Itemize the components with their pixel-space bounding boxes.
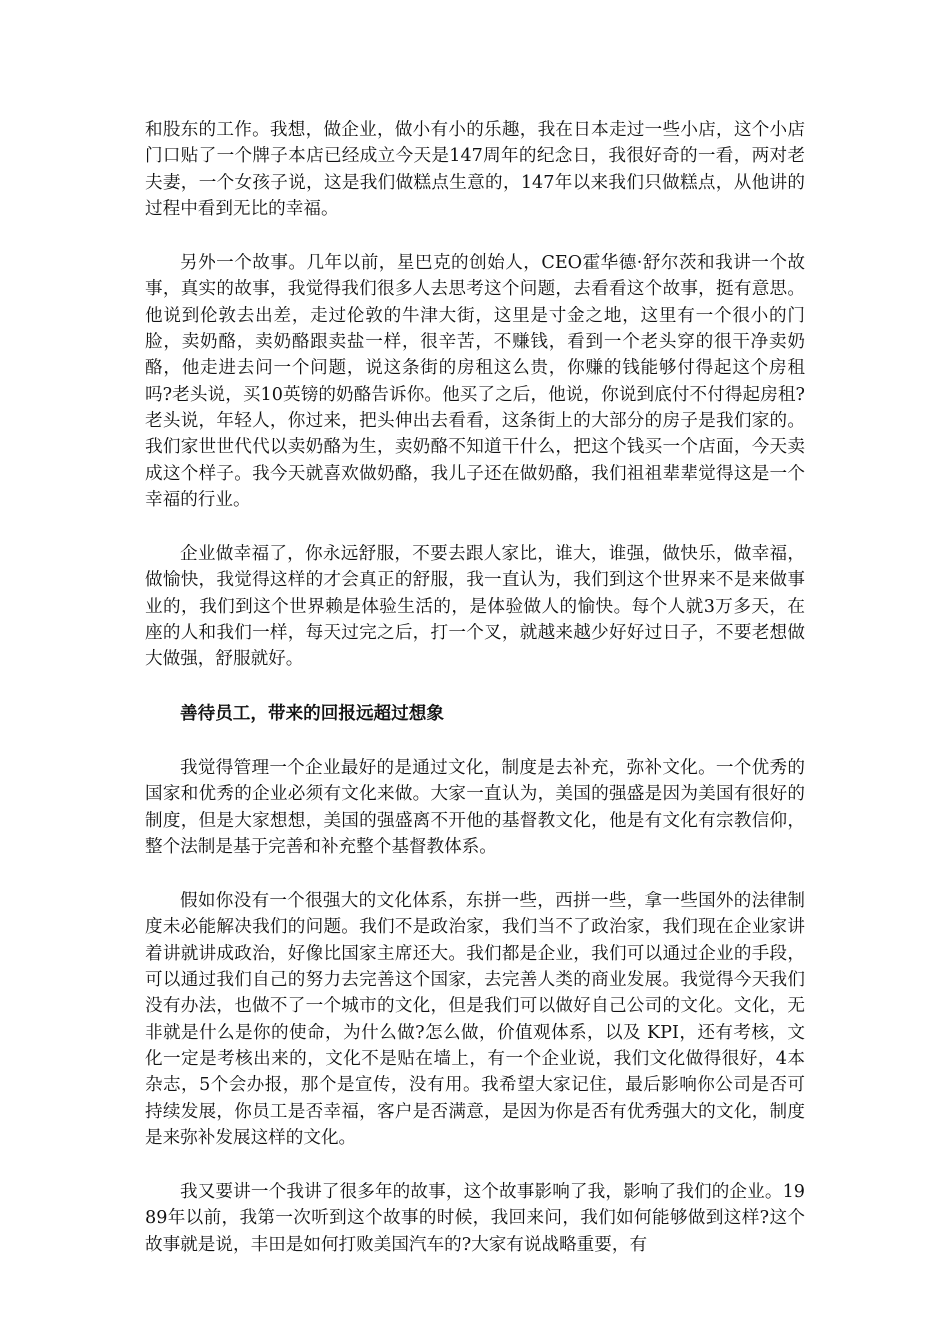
paragraph-starbucks-story: 另外一个故事。几年以前，星巴克的创始人，CEO霍华德·舒尔茨和我讲一个故事，真实的故事，我觉得我们很多人去思考这个问题，去看看这个故事，挺有意思。他说到伦敦去出差，走过伦敦的牛津大街，这里是寸金之地，这里有一个很小的门脸，卖奶酪，卖奶酪跟卖盐一样，很辛苦，不赚钱，看到一个老头穿的很干净卖奶酪，他走进去问一个问题，说这条街的房租这么贵，你赚的钱能够付得起这个房租吗?老头说，买10英镑的奶酪告诉你。他买了之后，他说，你说到底付不付得起房租?老头说，年轻人，你过来，把头伸出去看看，这条街上的大部分的房子是我们家的。我们家世世代代以卖奶酪为生，卖奶酪不知道干什么，把这个钱买一个店面，今天卖成这个样子。我今天就喜欢做奶酪，我儿子还在做奶酪，我们祖祖辈辈觉得这是一个幸福的行业。	[145, 253, 805, 510]
paragraph-toyota-story: 我又要讲一个我讲了很多年的故事，这个故事影响了我，影响了我们的企业。1989年以前，我第一次听到这个故事的时候，我回来问，我们如何能够做到这样?这个故事就是说，丰田是如何打败美国汽车的?大家有说战略重要，有	[145, 1182, 805, 1255]
paragraph-shop-story: 和股东的工作。我想，做企业，做小有小的乐趣，我在日本走过一些小店，这个小店门口贴了一个牌子本店已经成立今天是147周年的纪念日，我很好奇的一看，两对老夫妻，一个女孩子说，这是我们做糕点生意的，147年以来我们只做糕点，从他讲的过程中看到无比的幸福。	[145, 120, 805, 219]
paragraph-happiness: 企业做幸福了，你永远舒服，不要去跟人家比，谁大，谁强，做快乐，做幸福，做愉快，我觉得这样的才会真正的舒服，我一直认为，我们到这个世界来不是来做事业的，我们到这个世界赖是体验生活的，是体验做人的愉快。每个人就3万多天，在座的人和我们一样，每天过完之后，打一个叉，就越来越少好好过日子，不要老想做大做强，舒服就好。	[145, 544, 805, 670]
paragraph-culture-system: 假如你没有一个很强大的文化体系，东拼一些，西拼一些，拿一些国外的法律制度未必能解决我们的问题。我们不是政治家，我们当不了政治家，我们现在企业家讲着讲就讲成政治，好像比国家主席还大。我们都是企业，我们可以通过企业的手段，可以通过我们自己的努力去完善这个国家，去完善人类的商业发展。我觉得今天我们没有办法，也做不了一个城市的文化，但是我们可以做好自己公司的文化。文化，无非就是什么是你的使命，为什么做?怎么做，价值观体系，以及 KPI，还有考核，文化一定是考核出来的，文化不是贴在墙上，有一个企业说，我们文化做得很好，4本杂志，5个会办报，那个是宣传，没有用。我希望大家记住，最后影响你公司是否可持续发展，你员工是否幸福，客户是否满意，是因为你是否有优秀强大的文化，制度是来弥补发展这样的文化。	[145, 891, 805, 1148]
paragraph-culture: 我觉得管理一个企业最好的是通过文化，制度是去补充，弥补文化。一个优秀的国家和优秀的企业必须有文化来做。大家一直认为，美国的强盛是因为美国有很好的制度，但是大家想想，美国的强盛离不开他的基督教文化，他是有文化有宗教信仰，整个法制是基于完善和补充整个基督教体系。	[145, 757, 805, 857]
section-heading: 善待员工，带来的回报远超过想象	[180, 703, 444, 724]
document-page	[145, 117, 805, 1286]
